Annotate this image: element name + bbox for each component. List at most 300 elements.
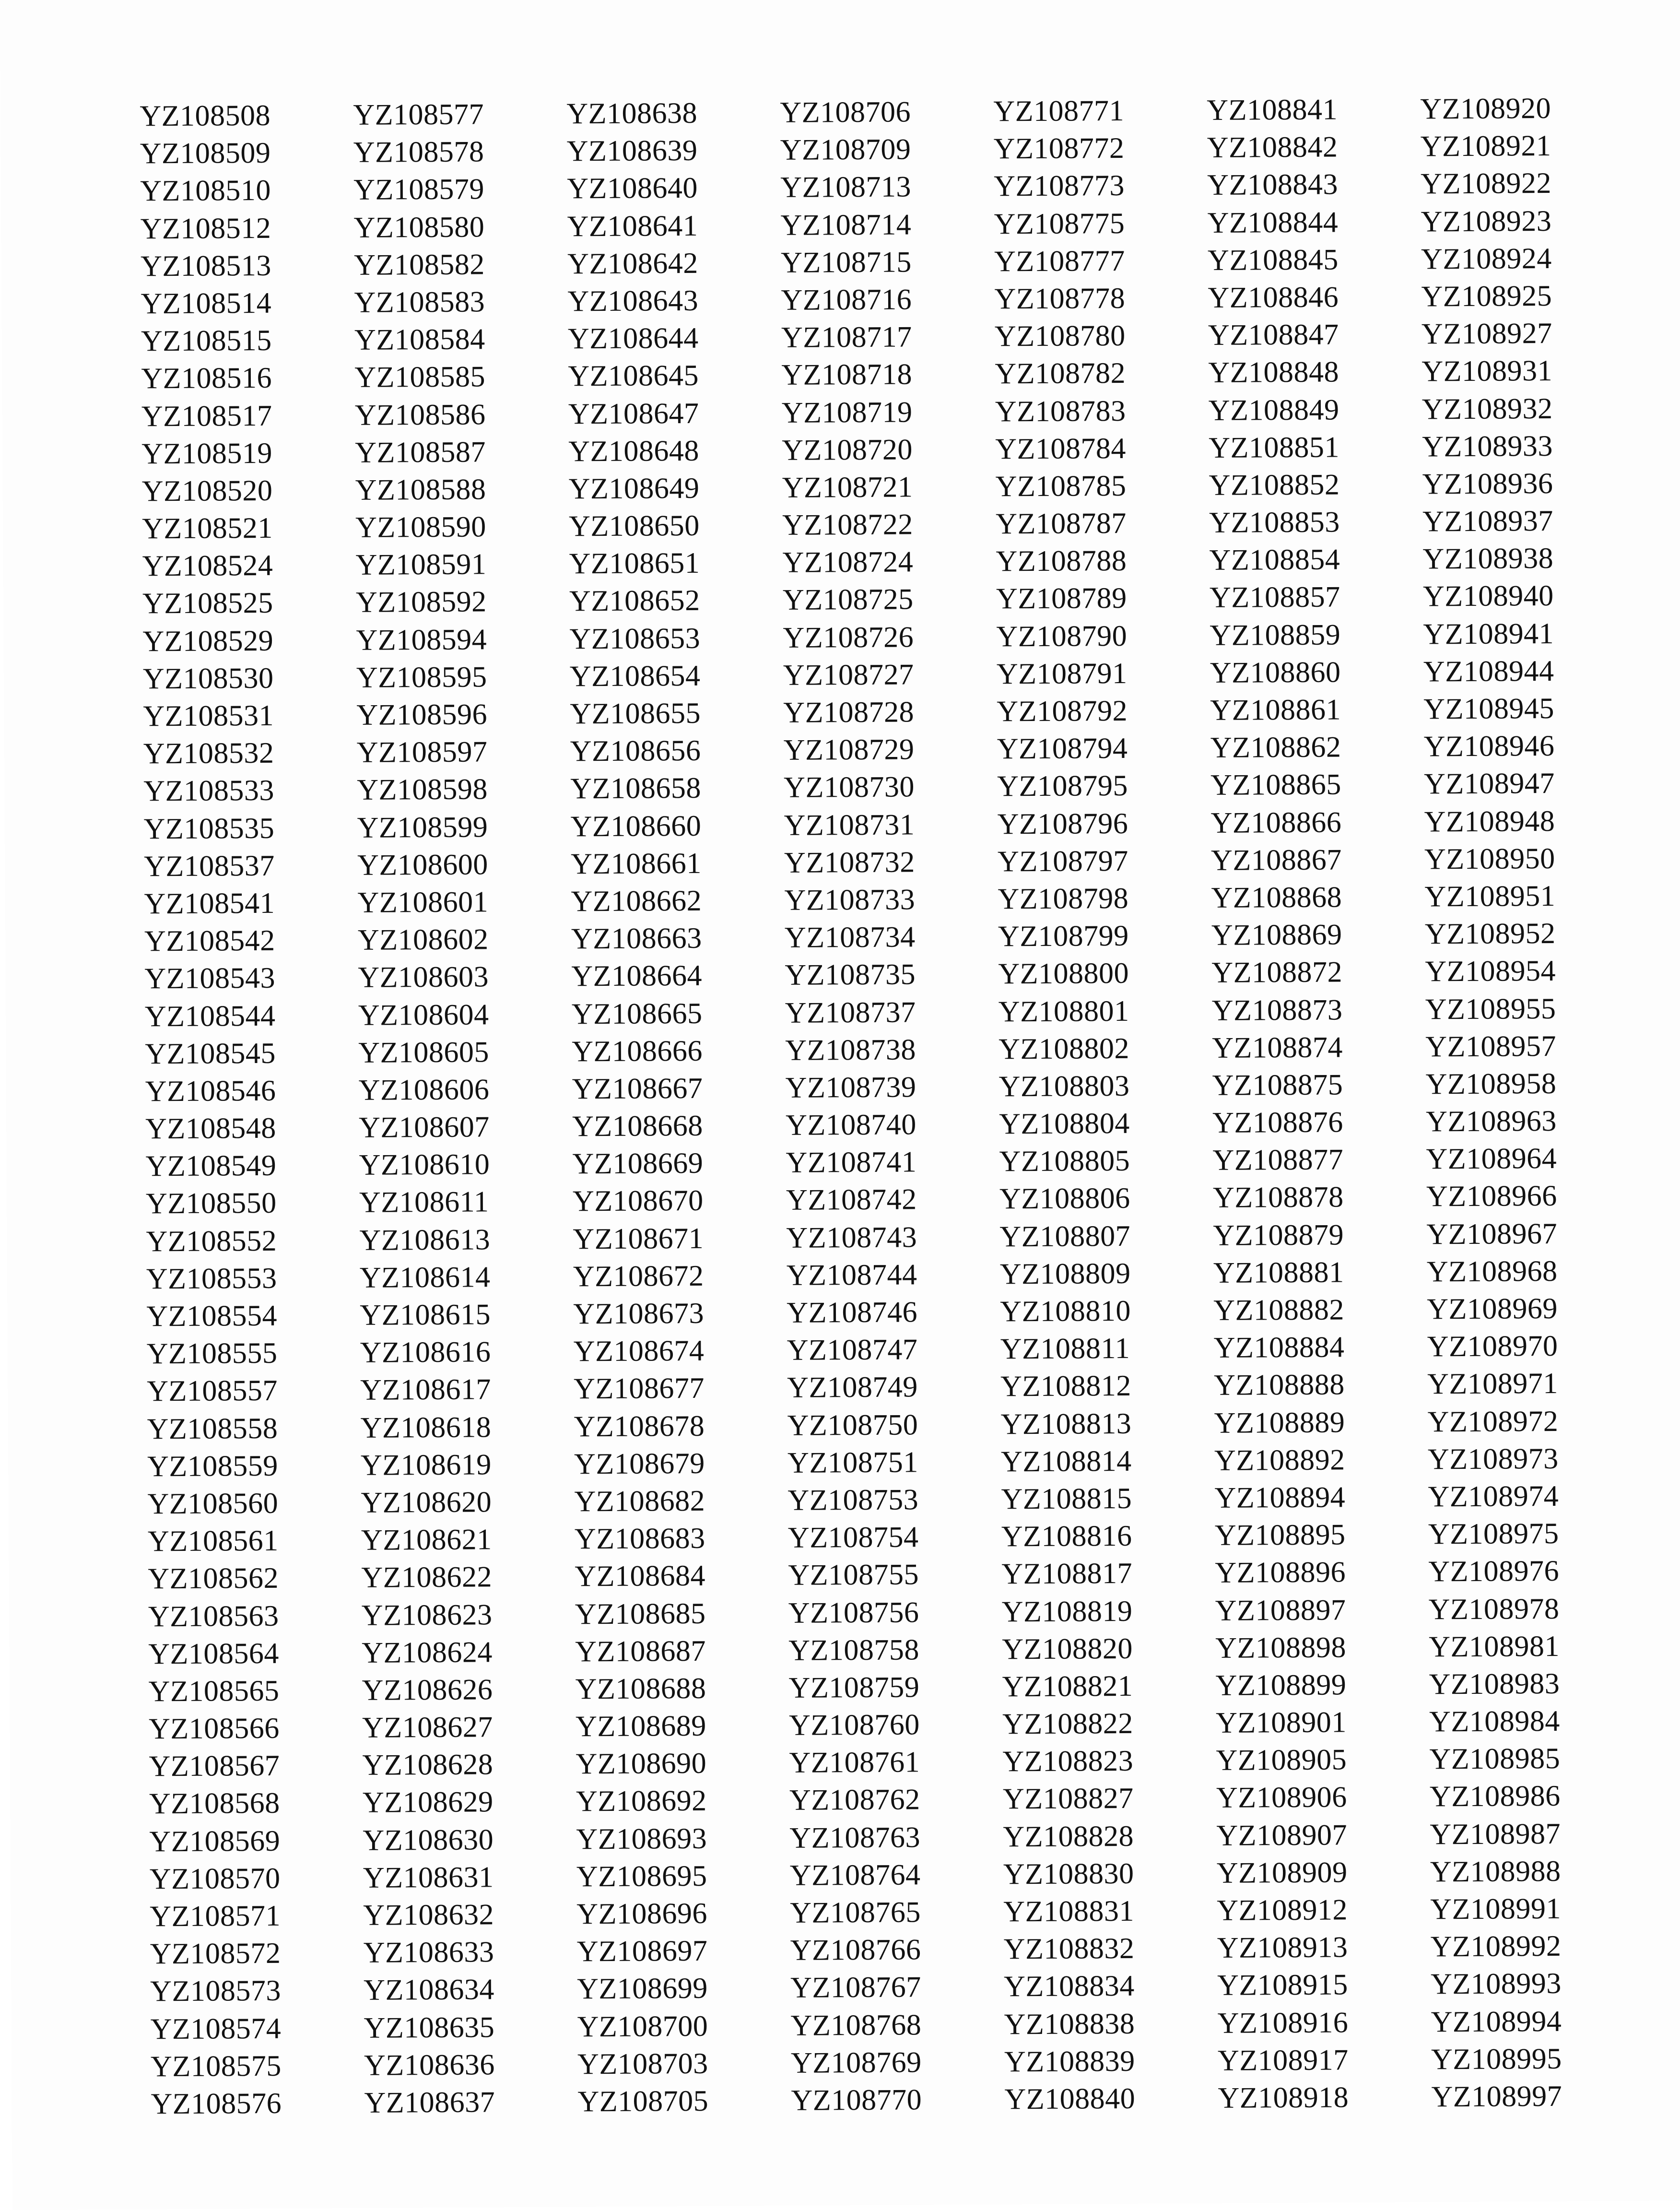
list-item: YZ108633 bbox=[363, 1936, 494, 1970]
list-item: YZ108742 bbox=[786, 1183, 917, 1217]
list-item: YZ108938 bbox=[1422, 542, 1554, 576]
list-item: YZ108795 bbox=[997, 769, 1128, 803]
list-item: YZ108918 bbox=[1218, 2081, 1349, 2115]
list-item: YZ108796 bbox=[997, 807, 1128, 840]
list-item: YZ108936 bbox=[1422, 467, 1553, 501]
list-item: YZ108852 bbox=[1209, 468, 1340, 502]
list-item: YZ108684 bbox=[575, 1560, 706, 1593]
list-item: YZ108834 bbox=[1003, 1970, 1135, 2003]
list-item: YZ108720 bbox=[782, 433, 913, 467]
list-item: YZ108785 bbox=[995, 469, 1127, 503]
list-item: YZ108950 bbox=[1424, 842, 1555, 876]
list-item: YZ108945 bbox=[1423, 692, 1555, 726]
list-item: YZ108923 bbox=[1421, 204, 1552, 238]
list-item: YZ108521 bbox=[141, 511, 273, 545]
list-item: YZ108560 bbox=[147, 1487, 279, 1521]
list-item: YZ108648 bbox=[568, 434, 700, 468]
list-item: YZ108896 bbox=[1215, 1556, 1346, 1590]
list-item: YZ108611 bbox=[359, 1185, 489, 1219]
list-item: YZ108700 bbox=[577, 2009, 708, 2043]
list-item: YZ108981 bbox=[1429, 1630, 1560, 1664]
list-item: YZ108537 bbox=[143, 849, 275, 883]
list-item: YZ108831 bbox=[1003, 1894, 1135, 1928]
list-item: YZ108525 bbox=[142, 587, 273, 620]
list-item: YZ108599 bbox=[357, 810, 488, 844]
list-item: YZ108583 bbox=[354, 285, 485, 319]
list-item: YZ108548 bbox=[145, 1111, 276, 1146]
list-item: YZ108554 bbox=[146, 1299, 278, 1333]
list-item: YZ108682 bbox=[574, 1484, 705, 1518]
list-item: YZ108576 bbox=[151, 2087, 282, 2121]
list-item: YZ108894 bbox=[1214, 1481, 1346, 1514]
list-item: YZ108578 bbox=[353, 135, 484, 169]
id-column-3 bbox=[566, 94, 779, 2120]
list-item: YZ108755 bbox=[788, 1558, 919, 1592]
list-item: YZ108623 bbox=[361, 1598, 493, 1632]
list-item: YZ108558 bbox=[147, 1412, 278, 1445]
list-item: YZ108767 bbox=[790, 1971, 922, 2005]
list-item: YZ108738 bbox=[785, 1033, 916, 1067]
list-item: YZ108743 bbox=[786, 1220, 917, 1254]
id-column-4 bbox=[780, 93, 993, 2119]
list-item: YZ108777 bbox=[994, 244, 1125, 278]
list-item: YZ108635 bbox=[364, 2010, 495, 2045]
list-item: YZ108948 bbox=[1424, 804, 1555, 839]
list-item: YZ108650 bbox=[568, 509, 700, 543]
list-item: YZ108978 bbox=[1428, 1592, 1560, 1626]
list-item: YZ108564 bbox=[148, 1637, 280, 1671]
list-item: YZ108722 bbox=[782, 508, 913, 542]
list-item: YZ108524 bbox=[142, 549, 273, 583]
list-item: YZ108788 bbox=[996, 544, 1127, 578]
list-item: YZ108602 bbox=[357, 923, 489, 957]
list-item: YZ108514 bbox=[141, 286, 272, 320]
list-item: YZ108954 bbox=[1425, 955, 1556, 988]
list-item: YZ108872 bbox=[1211, 956, 1343, 990]
id-column-2 bbox=[353, 95, 566, 2122]
list-item: YZ108678 bbox=[574, 1409, 705, 1443]
list-item: YZ108821 bbox=[1002, 1669, 1133, 1703]
list-item: YZ108718 bbox=[781, 358, 913, 392]
list-item: YZ108913 bbox=[1217, 1931, 1348, 1965]
list-item: YZ108740 bbox=[785, 1108, 916, 1142]
list-item: YZ108563 bbox=[148, 1599, 279, 1633]
list-item: YZ108969 bbox=[1427, 1292, 1558, 1326]
list-item: YZ108734 bbox=[784, 921, 916, 955]
list-item: YZ108753 bbox=[787, 1483, 919, 1517]
list-item: YZ108607 bbox=[358, 1111, 490, 1144]
list-item: YZ108940 bbox=[1422, 579, 1554, 613]
list-item: YZ108666 bbox=[572, 1034, 703, 1068]
list-item: YZ108905 bbox=[1216, 1743, 1347, 1777]
list-item: YZ108769 bbox=[790, 2046, 922, 2080]
list-item: YZ108819 bbox=[1001, 1595, 1133, 1628]
list-item: YZ108798 bbox=[998, 882, 1129, 916]
list-item: YZ108655 bbox=[570, 697, 701, 731]
list-item: YZ108925 bbox=[1421, 279, 1552, 313]
list-item: YZ108577 bbox=[353, 98, 484, 131]
list-item: YZ108973 bbox=[1427, 1442, 1559, 1476]
list-item: YZ108967 bbox=[1426, 1217, 1558, 1251]
list-item: YZ108645 bbox=[568, 359, 699, 393]
list-item: YZ108543 bbox=[144, 962, 276, 995]
list-item: YZ108601 bbox=[357, 886, 489, 919]
list-item: YZ108604 bbox=[358, 998, 489, 1032]
list-item: YZ108652 bbox=[569, 584, 700, 618]
list-item: YZ108569 bbox=[149, 1824, 281, 1858]
list-item: YZ108508 bbox=[140, 99, 271, 133]
list-item: YZ108803 bbox=[999, 1069, 1130, 1103]
list-item: YZ108719 bbox=[781, 395, 913, 429]
list-item: YZ108822 bbox=[1002, 1707, 1133, 1741]
list-item: YZ108728 bbox=[783, 696, 915, 729]
list-item: YZ108882 bbox=[1213, 1293, 1345, 1327]
list-item: YZ108690 bbox=[576, 1747, 707, 1781]
list-item: YZ108516 bbox=[141, 362, 272, 395]
list-item: YZ108688 bbox=[575, 1672, 706, 1706]
list-item: YZ108853 bbox=[1209, 506, 1340, 539]
list-item: YZ108519 bbox=[141, 437, 273, 471]
list-item: YZ108591 bbox=[355, 548, 487, 582]
list-item: YZ108721 bbox=[782, 471, 913, 504]
list-item: YZ108660 bbox=[570, 809, 702, 843]
list-item: YZ108797 bbox=[997, 844, 1128, 878]
list-item: YZ108575 bbox=[150, 2049, 282, 2083]
list-item: YZ108562 bbox=[148, 1562, 279, 1595]
list-item: YZ108585 bbox=[354, 360, 486, 394]
list-item: YZ108594 bbox=[356, 623, 487, 657]
list-item: YZ108631 bbox=[363, 1861, 494, 1894]
list-item: YZ108545 bbox=[145, 1037, 276, 1071]
list-item: YZ108899 bbox=[1215, 1668, 1347, 1702]
list-item: YZ108881 bbox=[1213, 1256, 1344, 1289]
list-item: YZ108772 bbox=[993, 132, 1125, 165]
list-item: YZ108806 bbox=[999, 1182, 1130, 1216]
list-item: YZ108924 bbox=[1421, 242, 1552, 276]
list-item: YZ108590 bbox=[355, 510, 486, 544]
list-item: YZ108695 bbox=[576, 1859, 707, 1893]
list-item: YZ108550 bbox=[145, 1187, 277, 1220]
list-item: YZ108866 bbox=[1210, 805, 1342, 839]
list-item: YZ108842 bbox=[1207, 130, 1338, 165]
list-item: YZ108610 bbox=[359, 1148, 490, 1182]
list-item: YZ108673 bbox=[573, 1297, 705, 1331]
list-item: YZ108636 bbox=[364, 2048, 495, 2082]
list-item: YZ108865 bbox=[1210, 768, 1342, 802]
list-item: YZ108827 bbox=[1002, 1782, 1134, 1816]
list-item: YZ108671 bbox=[573, 1222, 704, 1255]
list-item: YZ108727 bbox=[783, 658, 914, 692]
list-item: YZ108685 bbox=[575, 1597, 706, 1631]
list-item: YZ108789 bbox=[996, 582, 1127, 615]
list-item: YZ108621 bbox=[361, 1523, 492, 1557]
list-item: YZ108570 bbox=[149, 1862, 281, 1896]
list-item: YZ108654 bbox=[569, 659, 701, 693]
list-item: YZ108941 bbox=[1423, 617, 1554, 651]
list-item: YZ108876 bbox=[1212, 1106, 1343, 1139]
list-item: YZ108644 bbox=[567, 322, 699, 355]
list-item: YZ108731 bbox=[784, 808, 915, 842]
list-item: YZ108854 bbox=[1209, 543, 1340, 577]
list-item: YZ108754 bbox=[787, 1521, 919, 1554]
list-item: YZ108994 bbox=[1431, 2005, 1562, 2038]
list-item: YZ108542 bbox=[144, 924, 275, 958]
list-item: YZ108520 bbox=[141, 474, 273, 508]
list-item: YZ108586 bbox=[354, 398, 486, 432]
list-item: YZ108968 bbox=[1426, 1254, 1558, 1288]
list-item: YZ108567 bbox=[149, 1749, 280, 1783]
list-item: YZ108970 bbox=[1427, 1330, 1558, 1363]
list-item: YZ108932 bbox=[1422, 392, 1553, 425]
list-item: YZ108730 bbox=[784, 770, 915, 804]
id-column-1 bbox=[140, 96, 352, 2123]
list-item: YZ108862 bbox=[1210, 731, 1341, 765]
list-item: YZ108617 bbox=[360, 1373, 492, 1407]
list-item: YZ108715 bbox=[780, 246, 912, 279]
list-item: YZ108622 bbox=[361, 1560, 493, 1595]
list-item: YZ108649 bbox=[568, 472, 700, 506]
list-item: YZ108714 bbox=[780, 208, 912, 242]
list-item: YZ108867 bbox=[1210, 843, 1342, 877]
list-item: YZ108573 bbox=[150, 1974, 282, 2008]
list-item: YZ108958 bbox=[1425, 1067, 1557, 1101]
list-item: YZ108517 bbox=[141, 399, 272, 433]
list-item: YZ108816 bbox=[1001, 1519, 1132, 1553]
list-item: YZ108640 bbox=[567, 172, 698, 205]
list-item: YZ108812 bbox=[1000, 1370, 1132, 1403]
list-item: YZ108531 bbox=[143, 699, 274, 733]
list-item: YZ108849 bbox=[1208, 393, 1339, 427]
list-item: YZ108820 bbox=[1002, 1632, 1133, 1666]
list-item: YZ108851 bbox=[1209, 431, 1340, 464]
list-item: YZ108533 bbox=[143, 774, 275, 808]
list-item: YZ108584 bbox=[354, 323, 485, 357]
list-item: YZ108993 bbox=[1430, 1967, 1562, 2001]
list-item: YZ108784 bbox=[995, 432, 1127, 466]
list-item: YZ108888 bbox=[1213, 1368, 1345, 1402]
list-item: YZ108552 bbox=[146, 1224, 277, 1258]
list-item: YZ108627 bbox=[362, 1711, 493, 1744]
list-item: YZ108693 bbox=[576, 1822, 707, 1855]
list-item: YZ108817 bbox=[1001, 1557, 1133, 1591]
list-item: YZ108988 bbox=[1430, 1855, 1561, 1889]
list-item: YZ108619 bbox=[360, 1448, 492, 1482]
list-item: YZ108915 bbox=[1217, 1968, 1348, 2002]
list-item: YZ108823 bbox=[1002, 1745, 1134, 1778]
list-item: YZ108735 bbox=[785, 958, 916, 992]
id-column-6 bbox=[1207, 91, 1420, 2117]
list-item: YZ108830 bbox=[1003, 1857, 1134, 1891]
list-item: YZ108848 bbox=[1208, 355, 1339, 390]
list-item: YZ108756 bbox=[788, 1595, 919, 1630]
list-item: YZ108944 bbox=[1423, 654, 1554, 688]
list-item: YZ108541 bbox=[144, 886, 275, 921]
list-item: YZ108804 bbox=[999, 1107, 1130, 1141]
list-item: YZ108568 bbox=[149, 1787, 280, 1820]
list-item: YZ108877 bbox=[1212, 1143, 1344, 1177]
list-item: YZ108749 bbox=[787, 1371, 918, 1405]
list-item: YZ108632 bbox=[363, 1898, 494, 1932]
list-item: YZ108847 bbox=[1208, 318, 1339, 352]
list-item: YZ108544 bbox=[144, 999, 276, 1033]
list-item: YZ108799 bbox=[998, 920, 1129, 953]
list-item: YZ108841 bbox=[1207, 93, 1338, 127]
list-item: YZ108868 bbox=[1211, 881, 1342, 914]
list-item: YZ108995 bbox=[1431, 2042, 1562, 2076]
list-item: YZ108663 bbox=[571, 922, 702, 956]
list-item: YZ108509 bbox=[140, 137, 271, 170]
list-item: YZ108879 bbox=[1213, 1218, 1344, 1252]
list-item: YZ108600 bbox=[357, 848, 488, 882]
id-column-5 bbox=[993, 92, 1206, 2118]
list-item: YZ108553 bbox=[146, 1262, 277, 1296]
list-item: YZ108931 bbox=[1422, 355, 1553, 388]
list-item: YZ108912 bbox=[1217, 1893, 1348, 1927]
list-item: YZ108603 bbox=[358, 960, 489, 994]
list-item: YZ108874 bbox=[1212, 1031, 1343, 1064]
list-item: YZ108613 bbox=[359, 1223, 491, 1257]
list-item: YZ108672 bbox=[573, 1259, 704, 1293]
list-item: YZ108709 bbox=[780, 133, 911, 167]
list-item: YZ108758 bbox=[788, 1633, 920, 1667]
list-item: YZ108620 bbox=[361, 1486, 492, 1519]
list-item: YZ108592 bbox=[355, 585, 487, 619]
list-item: YZ108947 bbox=[1423, 767, 1555, 801]
list-item: YZ108780 bbox=[994, 319, 1126, 353]
list-item: YZ108983 bbox=[1429, 1667, 1560, 1701]
list-item: YZ108572 bbox=[150, 1937, 281, 1971]
list-item: YZ108927 bbox=[1421, 317, 1552, 351]
list-item: YZ108763 bbox=[789, 1820, 921, 1855]
list-item: YZ108838 bbox=[1004, 2007, 1135, 2041]
list-item: YZ108664 bbox=[571, 959, 703, 993]
list-item: YZ108800 bbox=[998, 957, 1129, 991]
list-item: YZ108792 bbox=[997, 694, 1128, 728]
list-item: YZ108580 bbox=[353, 210, 485, 244]
list-item: YZ108642 bbox=[567, 247, 698, 281]
list-item: YZ108706 bbox=[780, 95, 911, 129]
list-item: YZ108615 bbox=[360, 1298, 491, 1332]
list-item: YZ108975 bbox=[1428, 1517, 1559, 1551]
list-item: YZ108810 bbox=[1000, 1294, 1131, 1328]
list-item: YZ108775 bbox=[994, 207, 1125, 240]
list-item: YZ108656 bbox=[570, 734, 701, 768]
list-item: YZ108546 bbox=[145, 1074, 276, 1108]
list-item: YZ108933 bbox=[1422, 429, 1553, 463]
list-item: YZ108725 bbox=[782, 583, 914, 617]
list-item: YZ108782 bbox=[995, 357, 1126, 390]
list-item: YZ108814 bbox=[1000, 1444, 1132, 1478]
list-item: YZ108737 bbox=[785, 995, 916, 1029]
list-item: YZ108628 bbox=[362, 1748, 493, 1782]
list-item: YZ108840 bbox=[1004, 2082, 1136, 2116]
list-item: YZ108809 bbox=[999, 1257, 1131, 1291]
list-item: YZ108966 bbox=[1426, 1180, 1557, 1213]
list-item: YZ108768 bbox=[790, 2008, 922, 2042]
list-item: YZ108761 bbox=[789, 1746, 920, 1780]
list-item: YZ108595 bbox=[356, 661, 487, 694]
list-item: YZ108898 bbox=[1215, 1631, 1347, 1665]
list-item: YZ108750 bbox=[787, 1408, 918, 1442]
list-item: YZ108889 bbox=[1214, 1406, 1345, 1440]
list-item: YZ108555 bbox=[146, 1337, 278, 1371]
list-item: YZ108606 bbox=[358, 1073, 490, 1107]
list-item: YZ108986 bbox=[1429, 1780, 1561, 1813]
list-item: YZ108588 bbox=[355, 473, 486, 507]
list-item: YZ108873 bbox=[1211, 993, 1343, 1027]
list-item: YZ108559 bbox=[147, 1449, 278, 1483]
list-item: YZ108916 bbox=[1217, 2006, 1349, 2040]
list-item: YZ108618 bbox=[360, 1410, 492, 1444]
list-item: YZ108566 bbox=[148, 1712, 280, 1746]
list-item: YZ108653 bbox=[569, 622, 701, 656]
list-item: YZ108955 bbox=[1425, 992, 1556, 1026]
list-item: YZ108963 bbox=[1425, 1104, 1557, 1138]
list-item: YZ108844 bbox=[1207, 205, 1339, 239]
list-item: YZ108662 bbox=[571, 884, 702, 918]
list-item: YZ108920 bbox=[1420, 92, 1551, 126]
list-item: YZ108651 bbox=[569, 547, 700, 580]
list-item: YZ108751 bbox=[787, 1446, 918, 1479]
list-item: YZ108832 bbox=[1003, 1932, 1135, 1966]
list-item: YZ108687 bbox=[575, 1634, 706, 1668]
list-item: YZ108512 bbox=[140, 212, 271, 245]
list-item: YZ108677 bbox=[574, 1372, 705, 1406]
list-item: YZ108639 bbox=[566, 134, 698, 168]
list-item: YZ108828 bbox=[1003, 1820, 1134, 1854]
list-item: YZ108764 bbox=[789, 1858, 921, 1892]
list-item: YZ108787 bbox=[995, 507, 1127, 541]
list-item: YZ108843 bbox=[1207, 168, 1339, 202]
list-item: YZ108705 bbox=[577, 2084, 709, 2118]
list-item: YZ108732 bbox=[784, 846, 915, 879]
list-item: YZ108839 bbox=[1004, 2045, 1135, 2079]
list-item: YZ108765 bbox=[790, 1896, 921, 1929]
list-item: YZ108596 bbox=[356, 698, 488, 732]
list-item: YZ108813 bbox=[1000, 1407, 1132, 1441]
list-item: YZ108699 bbox=[576, 1972, 708, 2006]
list-item: YZ108909 bbox=[1216, 1856, 1348, 1890]
list-item: YZ108658 bbox=[570, 772, 702, 805]
list-item: YZ108766 bbox=[790, 1933, 921, 1967]
list-item: YZ108992 bbox=[1430, 1930, 1562, 1963]
list-item: YZ108897 bbox=[1215, 1593, 1346, 1627]
list-item: YZ108668 bbox=[572, 1109, 703, 1143]
list-item: YZ108647 bbox=[568, 397, 699, 430]
list-item: YZ108964 bbox=[1426, 1142, 1557, 1176]
list-item: YZ108802 bbox=[999, 1032, 1130, 1066]
list-item: YZ108549 bbox=[145, 1149, 277, 1183]
list-item: YZ108857 bbox=[1209, 580, 1340, 615]
list-item: YZ108991 bbox=[1430, 1892, 1562, 1926]
list-item: YZ108976 bbox=[1428, 1555, 1560, 1588]
list-item: YZ108683 bbox=[574, 1522, 705, 1556]
list-item: YZ108811 bbox=[1000, 1332, 1130, 1366]
list-item: YZ108696 bbox=[576, 1897, 708, 1931]
list-item: YZ108892 bbox=[1214, 1443, 1345, 1477]
list-item: YZ108739 bbox=[785, 1071, 916, 1104]
list-item: YZ108692 bbox=[576, 1785, 707, 1818]
list-item: YZ108790 bbox=[996, 619, 1128, 653]
list-item: YZ108974 bbox=[1428, 1479, 1559, 1513]
list-item: YZ108670 bbox=[572, 1184, 704, 1218]
list-item: YZ108726 bbox=[783, 621, 914, 654]
list-item: YZ108530 bbox=[142, 662, 274, 696]
list-item: YZ108614 bbox=[359, 1261, 491, 1294]
list-item: YZ108630 bbox=[363, 1823, 494, 1857]
list-item: YZ108629 bbox=[362, 1785, 493, 1820]
list-item: YZ108605 bbox=[358, 1036, 490, 1069]
